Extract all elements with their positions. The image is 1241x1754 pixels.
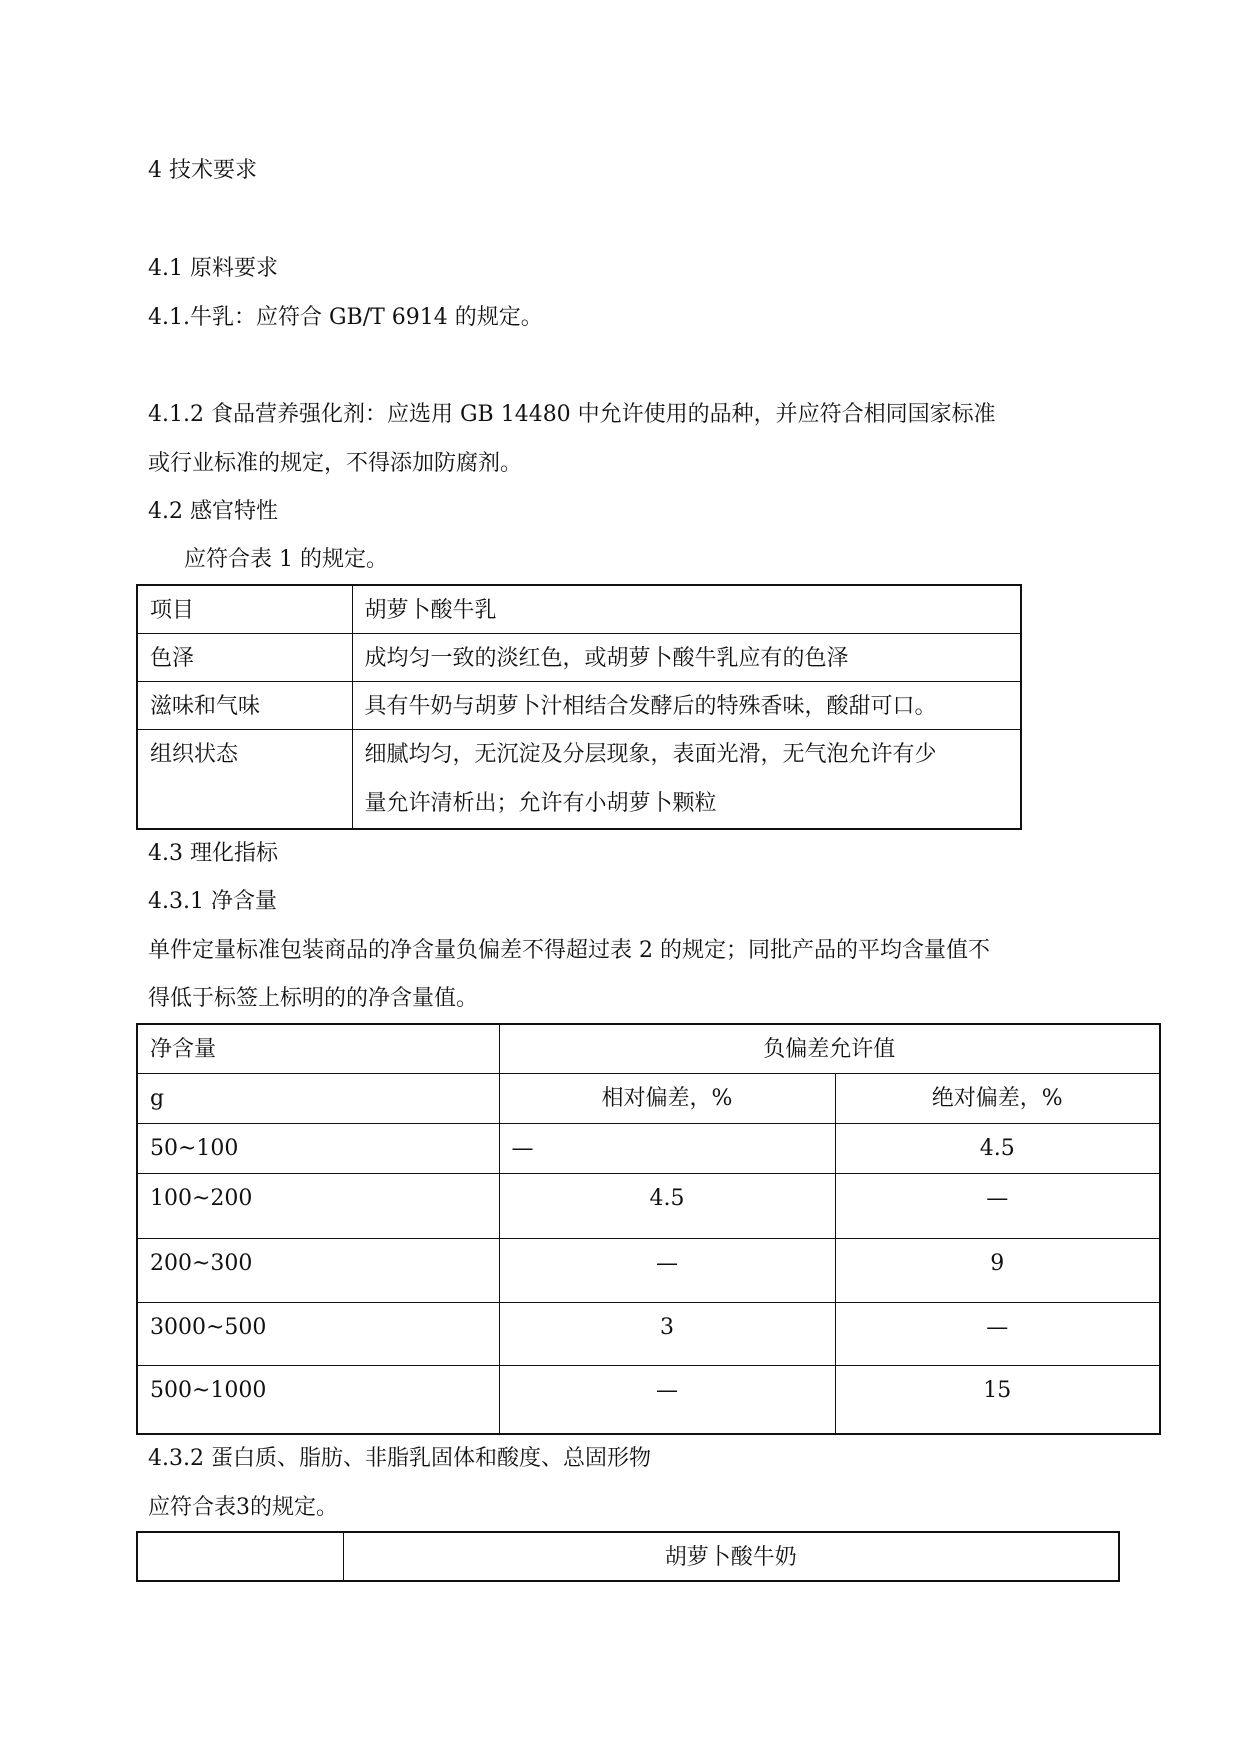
- table-row: [137, 729, 1021, 829]
- table-cell: 4.5: [499, 1173, 835, 1238]
- section-heading-4: 4 技术要求: [148, 158, 257, 183]
- table-header-row: [137, 1073, 1160, 1123]
- paragraph-4-3-1-line-2: 得低于标签上标明的的净含量值。: [148, 986, 479, 1011]
- paragraph-4-1-2-line-2: 或行业标准的规定，不得添加防腐剂。: [148, 451, 523, 476]
- table-cell: —: [499, 1365, 835, 1434]
- table-cell: —: [835, 1302, 1160, 1365]
- table-cell: 滋味和气味: [137, 681, 352, 729]
- table-cell: 50~100: [137, 1123, 499, 1173]
- table-cell: 胡萝卜酸牛奶: [343, 1532, 1119, 1581]
- section-heading-4-3-1: 4.3.1 净含量: [148, 889, 277, 914]
- table-cell: 200~300: [137, 1238, 499, 1302]
- table-cell: 组织状态: [137, 729, 352, 829]
- table-cell: g: [137, 1073, 499, 1123]
- paragraph-4-1-1: 4.1.牛乳：应符合 GB/T 6914 的规定。: [148, 305, 543, 330]
- table-row: [137, 1173, 1160, 1238]
- table-row: [137, 681, 1021, 729]
- table-header-row: [137, 585, 1021, 633]
- section-heading-4-1: 4.1 原料要求: [148, 256, 278, 281]
- table-cell: 相对偏差，%: [499, 1073, 835, 1123]
- paragraph-4-2: 应符合表 1 的规定。: [184, 547, 388, 572]
- table-row: [137, 633, 1021, 681]
- table-cell-line: 细腻均匀，无沉淀及分层现象，表面光滑，无气泡允许有少: [364, 741, 937, 767]
- section-heading-4-2: 4.2 感官特性: [148, 499, 278, 524]
- table-cell: 3000~500: [137, 1302, 499, 1365]
- table-cell: 具有牛奶与胡萝卜汁相结合发酵后的特殊香味，酸甜可口。: [352, 681, 1021, 729]
- table-physicochemical-indicators: [136, 1531, 1120, 1582]
- table-cell: 负偏差允许值: [499, 1024, 1160, 1073]
- table-row: [137, 1302, 1160, 1365]
- table-cell: 15: [835, 1365, 1160, 1434]
- table-cell: 胡萝卜酸牛乳: [352, 585, 1021, 633]
- table-row: [137, 1238, 1160, 1302]
- table-cell: 净含量: [137, 1024, 499, 1073]
- table-cell: —: [835, 1173, 1160, 1238]
- table-cell: 成均匀一致的淡红色，或胡萝卜酸牛乳应有的色泽: [352, 633, 1021, 681]
- table-row: [137, 1123, 1160, 1173]
- table-cell: 4.5: [835, 1123, 1160, 1173]
- table-cell: —: [499, 1123, 835, 1173]
- table-header-row: [137, 1024, 1160, 1073]
- table-cell-line: 量允许清析出；允许有小胡萝卜颗粒: [364, 790, 717, 816]
- section-heading-4-3-2: 4.3.2 蛋白质、脂肪、非脂乳固体和酸度、总固形物: [148, 1446, 651, 1471]
- table-cell: —: [499, 1238, 835, 1302]
- table-cell: 色泽: [137, 633, 352, 681]
- table-cell: 500~1000: [137, 1365, 499, 1434]
- table-row: [137, 1365, 1160, 1434]
- section-heading-4-3: 4.3 理化指标: [148, 841, 278, 866]
- paragraph-4-1-2-line-1: 4.1.2 食品营养强化剂：应选用 GB 14480 中允许使用的品种，并应符合相同国家标准: [148, 402, 996, 427]
- paragraph-4-3-2: 应符合表3的规定。: [148, 1495, 338, 1520]
- table-cell: [352, 729, 1021, 829]
- table-cell: 项目: [137, 585, 352, 633]
- table-cell: 9: [835, 1238, 1160, 1302]
- table-cell: 3: [499, 1302, 835, 1365]
- table-cell: [137, 1532, 343, 1581]
- paragraph-4-3-1-line-1: 单件定量标准包装商品的净含量负偏差不得超过表 2 的规定；同批产品的平均含量值不: [148, 938, 990, 963]
- table-header-row: [137, 1532, 1119, 1581]
- table-cell: 绝对偏差，%: [835, 1073, 1160, 1123]
- table-sensory-characteristics: [136, 584, 1022, 830]
- table-cell: 100~200: [137, 1173, 499, 1238]
- table-net-content-tolerance: [136, 1023, 1161, 1435]
